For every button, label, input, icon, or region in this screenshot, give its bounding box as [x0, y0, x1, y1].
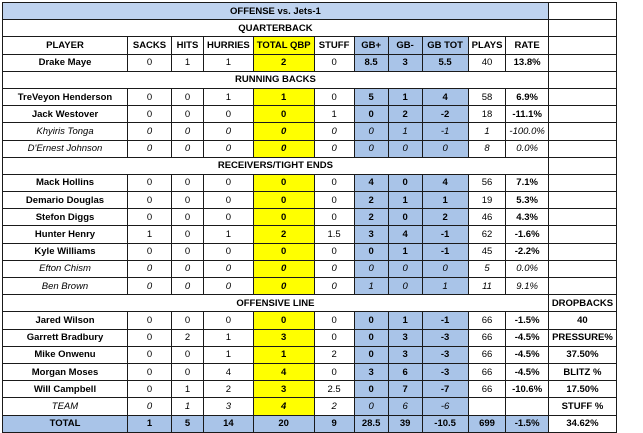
blank-cell — [548, 226, 616, 243]
stat-cell: 1 — [422, 192, 468, 209]
stat-cell: 1 — [204, 346, 254, 363]
section-row — [3, 71, 617, 88]
side-panel-cell: DROPBACKS — [548, 295, 616, 312]
column-header: TOTAL QBP — [253, 37, 314, 54]
side-panel-cell: PRESSURE% — [548, 329, 616, 346]
stat-cell: 1 — [314, 106, 354, 123]
stat-cell: 8.5 — [354, 54, 388, 71]
stat-cell: 8 — [468, 140, 506, 157]
table-row — [3, 381, 617, 398]
stat-cell: 0 — [128, 140, 172, 157]
player-name: Jared Wilson — [3, 312, 128, 329]
stat-cell: 2 — [172, 329, 204, 346]
stat-cell — [468, 398, 506, 415]
table-row — [3, 260, 617, 277]
section-header: OFFENSIVE LINE — [3, 295, 549, 312]
stat-cell: 2 — [354, 209, 388, 226]
stat-cell: 5.3% — [506, 192, 548, 209]
stat-cell: 66 — [468, 381, 506, 398]
stat-cell: 0 — [354, 260, 388, 277]
stat-cell: 0 — [253, 312, 314, 329]
player-name: TreVeyon Henderson — [3, 88, 128, 105]
stat-cell: 1 — [388, 192, 422, 209]
stat-cell: 66 — [468, 346, 506, 363]
stat-cell: -100.0% — [506, 123, 548, 140]
player-name: Demario Douglas — [3, 192, 128, 209]
stat-cell: 2 — [422, 209, 468, 226]
table-row — [3, 123, 617, 140]
player-name: Jack Westover — [3, 106, 128, 123]
blank-cell — [548, 260, 616, 277]
stat-cell: 2 — [354, 192, 388, 209]
stat-cell: 0 — [172, 363, 204, 380]
stat-cell: 0 — [204, 140, 254, 157]
stat-cell: -1.6% — [506, 226, 548, 243]
stat-cell: 0 — [354, 123, 388, 140]
stat-cell: 0 — [172, 106, 204, 123]
table-row — [3, 329, 617, 346]
player-name: Ben Brown — [3, 278, 128, 295]
stat-cell: 0 — [253, 123, 314, 140]
stat-cell: 0 — [172, 174, 204, 191]
stat-cell: -3 — [422, 363, 468, 380]
stat-cell: 0 — [253, 260, 314, 277]
blank-cell — [548, 243, 616, 260]
blank-cell — [548, 106, 616, 123]
side-panel-cell: STUFF % — [548, 398, 616, 415]
column-header: HURRIES — [204, 37, 254, 54]
stat-cell: 0 — [314, 278, 354, 295]
stat-cell: 0 — [128, 243, 172, 260]
stat-cell: 1 — [172, 398, 204, 415]
stat-cell: 4 — [422, 174, 468, 191]
stat-cell: 0 — [354, 398, 388, 415]
stats-sheet — [2, 2, 617, 433]
stat-cell: 0 — [388, 174, 422, 191]
stat-cell: 0 — [128, 346, 172, 363]
stat-cell: -4.5% — [506, 346, 548, 363]
title-row — [3, 3, 617, 20]
stat-cell: 0 — [354, 381, 388, 398]
player-name: D'Ernest Johnson — [3, 140, 128, 157]
player-name: Will Campbell — [3, 381, 128, 398]
stat-cell: 0 — [354, 243, 388, 260]
stat-cell: 1 — [204, 54, 254, 71]
stat-cell: 0 — [172, 260, 204, 277]
stat-cell: 0 — [204, 209, 254, 226]
stat-cell: 0 — [422, 140, 468, 157]
stat-cell: 3 — [253, 329, 314, 346]
stat-cell: 3 — [354, 226, 388, 243]
table-row — [3, 140, 617, 157]
column-header: HITS — [172, 37, 204, 54]
stat-cell: 1 — [388, 88, 422, 105]
stat-cell: 3 — [388, 346, 422, 363]
stat-cell: 7 — [388, 381, 422, 398]
stat-cell: 2 — [388, 106, 422, 123]
stat-cell: 2.5 — [314, 381, 354, 398]
stat-cell: 0 — [253, 278, 314, 295]
header-row — [3, 37, 617, 54]
stat-cell: 0 — [128, 209, 172, 226]
stat-cell: 4 — [204, 363, 254, 380]
stat-cell: 0 — [172, 209, 204, 226]
total-cell: 9 — [314, 415, 354, 432]
stat-cell: 0 — [314, 140, 354, 157]
table-row — [3, 54, 617, 71]
stat-cell: 0 — [422, 260, 468, 277]
stat-cell: 1 — [354, 278, 388, 295]
blank-cell — [548, 174, 616, 191]
stat-cell: 3 — [204, 398, 254, 415]
stat-cell: 0 — [172, 226, 204, 243]
stat-cell: 1 — [388, 312, 422, 329]
total-cell: 14 — [204, 415, 254, 432]
stat-cell: 4 — [253, 398, 314, 415]
stat-cell: 0 — [204, 278, 254, 295]
stat-cell: 1 — [172, 54, 204, 71]
stat-cell: 0 — [172, 140, 204, 157]
stat-cell: 0 — [128, 381, 172, 398]
stat-cell: 0 — [128, 123, 172, 140]
stat-cell: 0 — [204, 174, 254, 191]
stat-cell: 5 — [468, 260, 506, 277]
section-header: RECEIVERS/TIGHT ENDS — [3, 157, 549, 174]
player-name: Mike Onwenu — [3, 346, 128, 363]
stat-cell: -7 — [422, 381, 468, 398]
stat-cell: 0 — [314, 209, 354, 226]
stat-cell: 1 — [468, 123, 506, 140]
side-panel-cell: 17.50% — [548, 381, 616, 398]
stat-cell: 7.1% — [506, 174, 548, 191]
column-header: RATE — [506, 37, 548, 54]
stat-cell: 13.8% — [506, 54, 548, 71]
column-header: PLAYS — [468, 37, 506, 54]
stat-cell: 6 — [388, 398, 422, 415]
table-row — [3, 346, 617, 363]
stat-cell: 0 — [314, 192, 354, 209]
stat-cell: 0 — [388, 260, 422, 277]
stat-cell: 0 — [253, 209, 314, 226]
table-row — [3, 278, 617, 295]
stat-cell: 1 — [128, 226, 172, 243]
stat-cell: -1 — [422, 123, 468, 140]
blank-cell — [548, 192, 616, 209]
stat-cell: 66 — [468, 329, 506, 346]
column-header: STUFF — [314, 37, 354, 54]
stat-cell: 0 — [314, 243, 354, 260]
column-header: PLAYER — [3, 37, 128, 54]
blank-cell — [548, 37, 616, 54]
blank-cell — [548, 20, 616, 37]
stat-cell: 0 — [314, 329, 354, 346]
stat-cell: 0 — [128, 106, 172, 123]
stat-cell: -1.5% — [506, 312, 548, 329]
table-row — [3, 312, 617, 329]
blank-cell — [548, 140, 616, 157]
stat-cell: 66 — [468, 363, 506, 380]
stat-cell: 45 — [468, 243, 506, 260]
stat-cell: 2 — [253, 54, 314, 71]
stat-cell: 3 — [354, 363, 388, 380]
stat-cell: 0 — [128, 398, 172, 415]
blank-cell — [548, 3, 616, 20]
column-header: GB TOT — [422, 37, 468, 54]
stat-cell: 0 — [314, 312, 354, 329]
stat-cell: 0 — [388, 140, 422, 157]
stat-cell: 0 — [172, 346, 204, 363]
stat-cell: 0 — [314, 88, 354, 105]
stat-cell: 1 — [253, 88, 314, 105]
stat-cell: 0 — [354, 329, 388, 346]
blank-cell — [548, 71, 616, 88]
stat-cell: 66 — [468, 312, 506, 329]
stat-cell: 58 — [468, 88, 506, 105]
total-label: TOTAL — [3, 415, 128, 432]
stat-cell: 0.0% — [506, 140, 548, 157]
stat-cell: -11.1% — [506, 106, 548, 123]
stat-cell: 4 — [354, 174, 388, 191]
stat-cell: -3 — [422, 346, 468, 363]
stat-cell: 3 — [253, 381, 314, 398]
column-header: GB+ — [354, 37, 388, 54]
stat-cell: 40 — [468, 54, 506, 71]
total-row — [3, 415, 617, 432]
player-name: Mack Hollins — [3, 174, 128, 191]
blank-cell — [548, 123, 616, 140]
stat-cell: 0 — [204, 123, 254, 140]
blank-cell — [548, 88, 616, 105]
stat-cell: 4 — [422, 88, 468, 105]
stat-cell: 4.3% — [506, 209, 548, 226]
section-row — [3, 295, 617, 312]
stat-cell: 56 — [468, 174, 506, 191]
stat-cell: 3 — [388, 329, 422, 346]
stat-cell: 0 — [314, 363, 354, 380]
player-name: Morgan Moses — [3, 363, 128, 380]
stat-cell: 0 — [314, 260, 354, 277]
stat-cell: 1 — [388, 123, 422, 140]
stat-cell: 5 — [354, 88, 388, 105]
stat-cell: 0 — [128, 278, 172, 295]
table-row — [3, 88, 617, 105]
stat-cell: 11 — [468, 278, 506, 295]
blank-cell — [548, 54, 616, 71]
stat-cell: 2 — [314, 346, 354, 363]
stat-cell: 1 — [172, 381, 204, 398]
stat-cell: 0 — [253, 192, 314, 209]
stat-cell: 1 — [204, 329, 254, 346]
stat-cell: 62 — [468, 226, 506, 243]
table-row — [3, 192, 617, 209]
stat-cell: -2 — [422, 106, 468, 123]
stat-cell: 0 — [128, 54, 172, 71]
stat-cell: 0 — [128, 88, 172, 105]
stat-cell: -10.6% — [506, 381, 548, 398]
total-cell: 20 — [253, 415, 314, 432]
stat-cell: 1 — [204, 226, 254, 243]
player-name: Hunter Henry — [3, 226, 128, 243]
stat-cell: 6 — [388, 363, 422, 380]
stat-cell: 1 — [422, 278, 468, 295]
stat-cell: 0 — [354, 312, 388, 329]
side-panel-cell: 37.50% — [548, 346, 616, 363]
side-panel-cell: 40 — [548, 312, 616, 329]
stat-cell: 1 — [204, 88, 254, 105]
stat-cell: 2 — [314, 398, 354, 415]
stat-cell: 0 — [204, 192, 254, 209]
table-row — [3, 226, 617, 243]
stat-cell: 0 — [128, 363, 172, 380]
table-row — [3, 243, 617, 260]
stat-cell: 0 — [253, 106, 314, 123]
side-panel-cell: 34.62% — [548, 415, 616, 432]
stat-cell: 0 — [204, 243, 254, 260]
stat-cell: 0 — [204, 312, 254, 329]
blank-cell — [548, 209, 616, 226]
column-header: GB- — [388, 37, 422, 54]
total-cell: 1 — [128, 415, 172, 432]
stat-cell: -1 — [422, 243, 468, 260]
stat-cell: -2.2% — [506, 243, 548, 260]
blank-cell — [548, 157, 616, 174]
section-header: RUNNING BACKS — [3, 71, 549, 88]
total-cell: 699 — [468, 415, 506, 432]
stat-cell: 0 — [172, 88, 204, 105]
player-name: Khyiris Tonga — [3, 123, 128, 140]
total-cell: 5 — [172, 415, 204, 432]
stat-cell: 1 — [253, 346, 314, 363]
stat-cell: 6.9% — [506, 88, 548, 105]
stat-cell: -1 — [422, 226, 468, 243]
stat-cell: 0 — [354, 106, 388, 123]
stat-cell: 2 — [253, 226, 314, 243]
player-name: Stefon Diggs — [3, 209, 128, 226]
stat-cell: 5.5 — [422, 54, 468, 71]
table-row — [3, 209, 617, 226]
stat-cell: 0 — [172, 278, 204, 295]
section-header: QUARTERBACK — [3, 20, 549, 37]
player-name: Efton Chism — [3, 260, 128, 277]
stat-cell: -4.5% — [506, 363, 548, 380]
total-cell: -10.5 — [422, 415, 468, 432]
player-name: Drake Maye — [3, 54, 128, 71]
stat-cell: 3 — [388, 54, 422, 71]
stat-cell: 0 — [128, 329, 172, 346]
stat-cell: 0 — [253, 243, 314, 260]
stat-cell: 0 — [314, 54, 354, 71]
stat-cell: 9.1% — [506, 278, 548, 295]
player-name: Garrett Bradbury — [3, 329, 128, 346]
stat-cell: 19 — [468, 192, 506, 209]
stat-cell: 0 — [253, 174, 314, 191]
stat-cell: 4 — [388, 226, 422, 243]
stat-cell: 0 — [172, 123, 204, 140]
stat-cell: -3 — [422, 329, 468, 346]
stat-cell: 0.0% — [506, 260, 548, 277]
column-header: SACKS — [128, 37, 172, 54]
section-row — [3, 20, 617, 37]
stat-cell: 18 — [468, 106, 506, 123]
stat-cell: 0 — [388, 278, 422, 295]
stat-cell: -4.5% — [506, 329, 548, 346]
stat-cell — [506, 398, 548, 415]
stat-cell: 0 — [253, 140, 314, 157]
stat-cell: 0 — [172, 312, 204, 329]
table-row — [3, 363, 617, 380]
total-cell: -1.5% — [506, 415, 548, 432]
stat-cell: 0 — [204, 260, 254, 277]
stat-cell: 0 — [204, 106, 254, 123]
stat-cell: 1 — [388, 243, 422, 260]
stat-cell: 0 — [388, 209, 422, 226]
sheet-title: OFFENSE vs. Jets-1 — [3, 3, 549, 20]
stat-cell: 0 — [314, 123, 354, 140]
player-name: TEAM — [3, 398, 128, 415]
stat-cell: 0 — [172, 243, 204, 260]
table-row — [3, 398, 617, 415]
side-panel-cell: BLITZ % — [548, 363, 616, 380]
stat-cell: 46 — [468, 209, 506, 226]
stat-cell: -6 — [422, 398, 468, 415]
stat-cell: 0 — [128, 192, 172, 209]
stat-cell: 0 — [354, 346, 388, 363]
stat-cell: 0 — [354, 140, 388, 157]
stat-cell: 2 — [204, 381, 254, 398]
stat-cell: 0 — [172, 192, 204, 209]
player-name: Kyle Williams — [3, 243, 128, 260]
stat-cell: 0 — [314, 174, 354, 191]
total-cell: 39 — [388, 415, 422, 432]
table-row — [3, 174, 617, 191]
stat-cell: 0 — [128, 174, 172, 191]
stat-cell: 0 — [128, 312, 172, 329]
stat-cell: 0 — [128, 260, 172, 277]
table-row — [3, 106, 617, 123]
stat-cell: 4 — [253, 363, 314, 380]
section-row — [3, 157, 617, 174]
stat-cell: -1 — [422, 312, 468, 329]
blank-cell — [548, 278, 616, 295]
stat-cell: 1.5 — [314, 226, 354, 243]
total-cell: 28.5 — [354, 415, 388, 432]
